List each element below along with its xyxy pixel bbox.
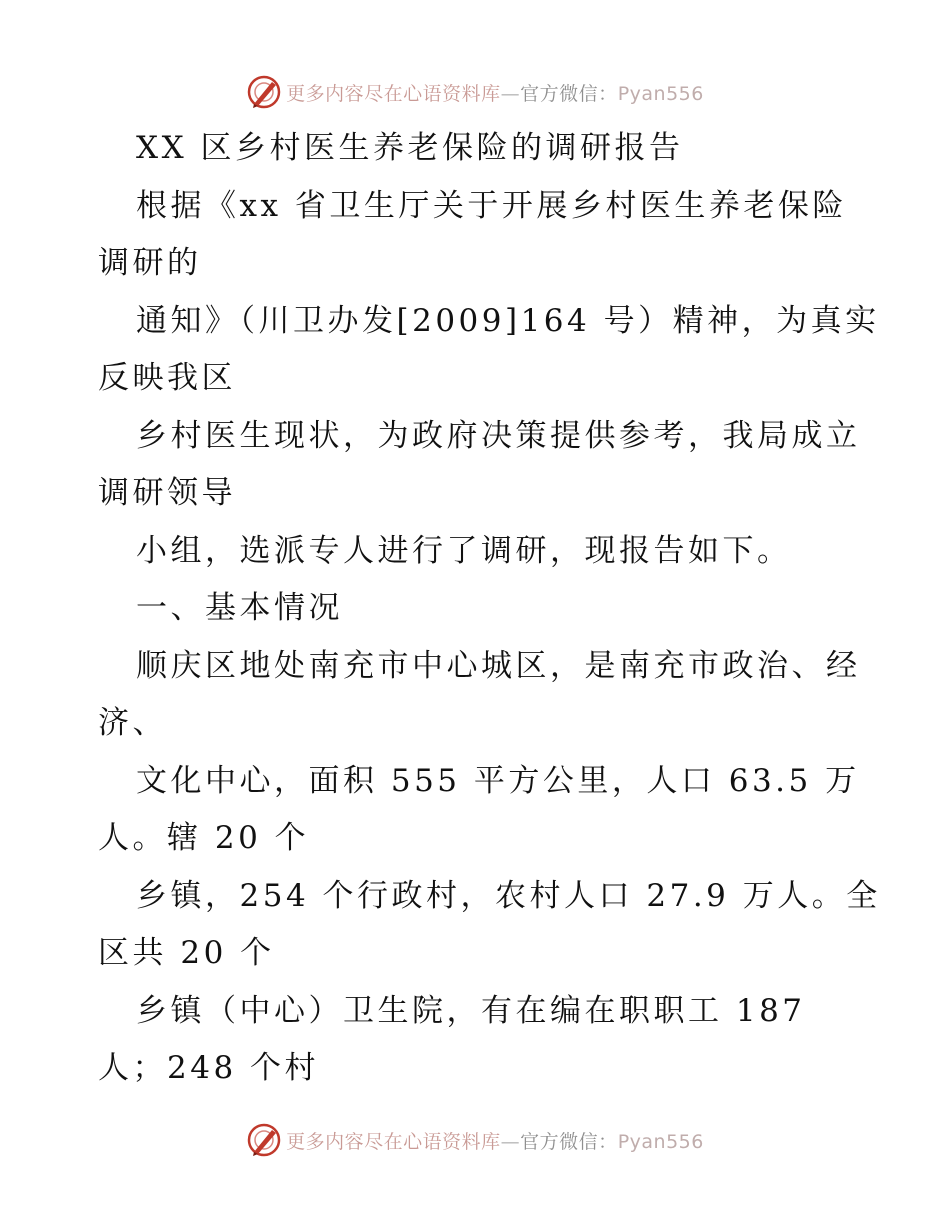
pen-logo-icon (246, 1122, 282, 1158)
paragraph-line: 文化中心，面积 555 平方公里，人口 63.5 万 (136, 762, 860, 799)
header-slogan: 更多内容尽在心语资料库 (286, 82, 501, 105)
paragraph-line: 济、 (98, 705, 167, 741)
paragraph-line: 区共 20 个 (98, 935, 275, 971)
paragraph-line: 根据《xx 省卫生厅关于开展乡村医生养老保险 (136, 187, 847, 224)
header-separator: — (500, 82, 521, 105)
pen-logo-icon (246, 74, 282, 110)
paragraph-line: 通知》（川卫办发[2009]164 号）精神，为真实 (136, 302, 880, 339)
document-body (98, 120, 881, 1098)
paragraph-line: 调研的 (98, 245, 202, 281)
footer-separator: — (500, 1130, 521, 1153)
document-title: XX 区乡村医生养老保险的调研报告 (136, 130, 684, 166)
paragraph-line: 反映我区 (98, 360, 236, 396)
paragraph-line: 顺庆区地处南充市中心城区，是南充市政治、经 (136, 647, 861, 684)
paragraph-line: 乡镇，254 个行政村，农村人口 27.9 万人。全 (136, 877, 881, 914)
header-contact-id: Pyan556 (617, 82, 704, 105)
paragraph-line: 乡村医生现状，为政府决策提供参考，我局成立 (136, 417, 861, 454)
footer-watermark (0, 1120, 950, 1160)
footer-slogan: 更多内容尽在心语资料库 (286, 1130, 501, 1153)
footer-contact-id: Pyan556 (617, 1130, 704, 1153)
footer-contact-label: 官方微信： (520, 1130, 618, 1153)
header-watermark (0, 72, 950, 112)
paragraph-line: 调研领导 (98, 475, 236, 511)
paragraph-line: 一、基本情况 (136, 590, 343, 626)
paragraph-line: 人。辖 20 个 (98, 820, 310, 856)
paragraph-line: 人；248 个村 (98, 1050, 320, 1086)
paragraph-line: 小组，选派专人进行了调研，现报告如下。 (136, 532, 792, 569)
header-contact-label: 官方微信： (520, 82, 618, 105)
paragraph-line: 乡镇（中心）卫生院，有在编在职职工 187 (136, 992, 806, 1029)
